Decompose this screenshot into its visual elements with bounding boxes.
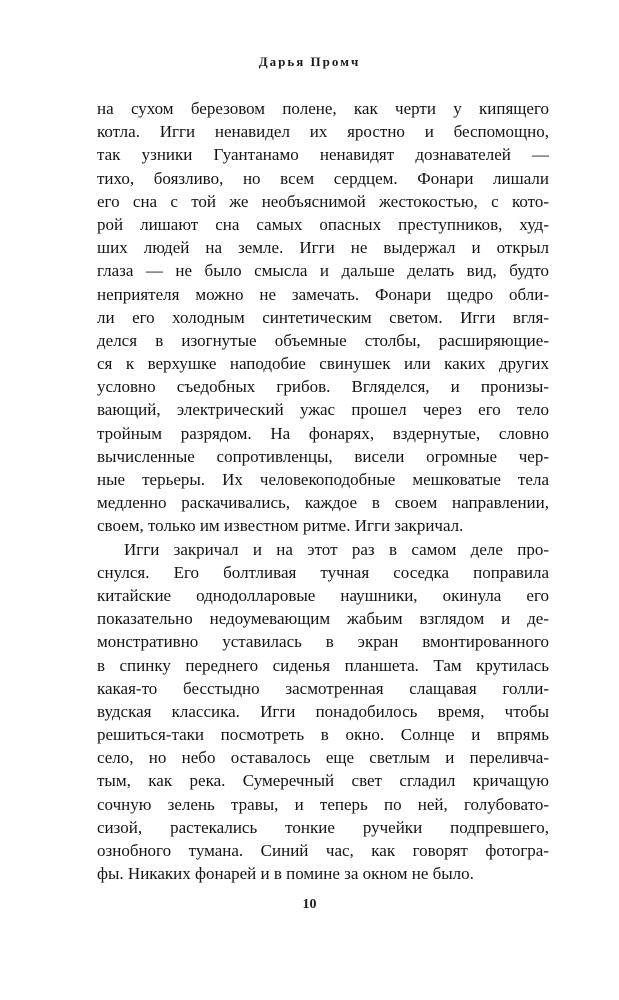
paragraph (97, 97, 549, 538)
text-line: неприятеля можно не замечать. Фонари щедро обли- (97, 284, 549, 304)
text-line: сизой, растекались тонкие ручейки подпревшего, (97, 817, 549, 837)
text-line: рой лишают сна самых опасных преступников, худ- (97, 214, 549, 234)
text-line: ся к верхушке наподобие свинушек или каких других (97, 354, 549, 374)
text-line: делся в изогнутые объемные столбы, расширяющие- (97, 330, 549, 350)
text-line: вающий, электрический ужас прошел через его тело (97, 400, 549, 420)
text-line: вудская классика. Игги понадобилось время, чтобы (97, 701, 549, 721)
text-line: решиться-таки посмотреть в окно. Солнце и впрямь (97, 725, 549, 745)
text-line: сочную зелень травы, и теперь по ней, голубовато- (97, 794, 549, 814)
text-line: так узники Гуантанамо ненавидят дознавателей — (97, 145, 549, 165)
paragraph (97, 538, 549, 886)
text-line: село, но небо оставалось еще светлым и переливча- (97, 748, 549, 768)
text-line: на сухом березовом полене, как черти у кипящего (97, 99, 549, 118)
text-line: фы. Никаких фонарей и в помине за окном не было. (97, 864, 474, 884)
text-line: котла. Игги ненавидел их яростно и беспомощно, (97, 122, 549, 142)
text-line: тихо, боязливо, но всем сердцем. Фонари лишали (97, 168, 549, 188)
text-line: его сна с той же необъяснимой жестокостью, с кото- (97, 191, 549, 211)
text-line: показательно недоумевающим жабьим взглядом и де- (97, 609, 549, 629)
text-line: своем, только им известном ритме. Игги закричал. (97, 516, 464, 536)
text-line: ознобного тумана. Синий час, как говорят фотогра- (97, 841, 549, 860)
page-number: 10 (302, 897, 317, 912)
text-line: в спинку переднего сиденья планшета. Там крутилась (97, 655, 549, 675)
text-line: вычисленные сопротивленцы, висели огромные чер- (97, 446, 549, 466)
text-line: ные терьеры. Их человекоподобные мешковатые тела (97, 470, 549, 489)
text-line: Игги закричал и на этот раз в самом деле про- (124, 539, 549, 559)
text-line: монстративно уставилась в экран вмонтированного (97, 632, 549, 652)
running-header-author: Дарья Промч (258, 54, 361, 69)
text-line: какая-то бесстыдно засмотренная слащавая голли- (97, 678, 549, 698)
text-line: ли его холодным синтетическим светом. Игги вгля- (97, 307, 549, 327)
text-line: глаза — не было смысла и дальше делать вид, будто (97, 261, 549, 281)
page-body-text (97, 97, 549, 885)
text-line: китайские однодолларовые наушники, окинула его (97, 585, 549, 605)
text-line: условно съедобных грибов. Вгляделся, и пронизы- (97, 377, 549, 397)
text-line: снулся. Его болтливая тучная соседка поправила (97, 562, 549, 582)
text-line: тым, как река. Сумеречный свет сгладил кричащую (97, 771, 549, 791)
text-line: медленно раскачивались, каждое в своем направлении, (97, 493, 549, 513)
text-line: ших людей на земле. Игги не выдержал и открыл (97, 238, 549, 258)
text-line: тройным разрядом. На фонарях, вздернутые, словно (97, 423, 549, 443)
